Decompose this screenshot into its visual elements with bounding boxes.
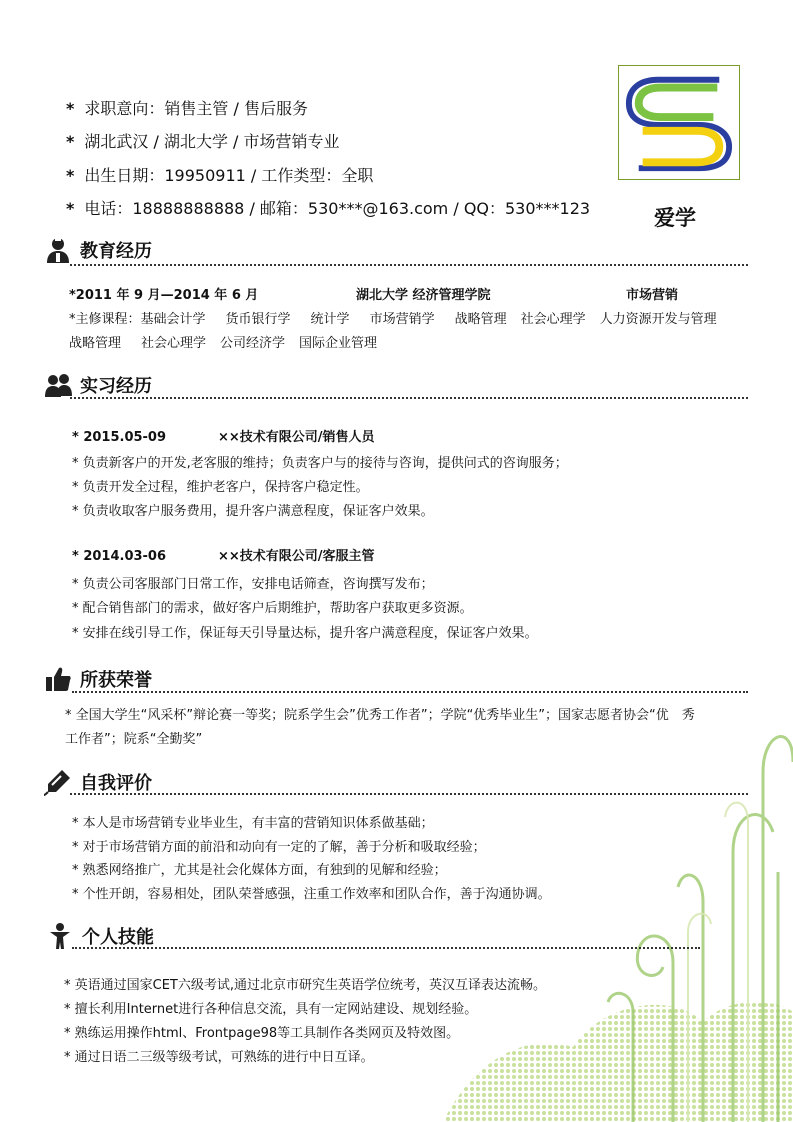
job-intent-line: * 求职意向：销售主管 / 售后服务 [66,99,308,118]
self-section-title: 自我评价 [44,768,152,796]
job1-item: * 负责新客户的开发,老客服的维持；负责客户与的接待与咨询，提供问式的咨询服务； [72,456,568,471]
job2-date: * 2014.03-06 [72,549,167,564]
profile-photo [618,65,740,180]
honors-divider [72,691,748,693]
courses-row-1: *主修课程：基础会计学 货币银行学 统计学 市场营销学 战略管理 社会心理学 人力资源开发与管理 [69,312,717,327]
skills-item: * 擅长利用Internet进行各种信息交流，具有一定网站建设、规划经验。 [64,1002,478,1017]
job2-company: ××技术有限公司/客服主管 [218,549,375,564]
person-icon [44,236,72,264]
internship-section-title: 实习经历 [44,371,152,399]
job1-date: * 2015.05-09 [72,430,167,445]
self-item: * 熟悉网络推广，尤其是社会化媒体方面，有独到的见解和经验； [72,863,447,878]
job1-company: ××技术有限公司/销售人员 [218,430,375,445]
honors-line-2: 工作者”；院系“全勤奖” [65,732,203,747]
skills-item: * 通过日语二三级等级考试，可熟练的进行中日互译。 [64,1050,374,1065]
job1-item: * 负责收取客户服务费用，提升客户满意程度，保证客户效果。 [72,504,434,519]
pen-icon [44,768,72,796]
honors-line-1: * 全国大学生“风采杯”辩论赛一等奖；院系学生会”优秀工作者”；学院“优秀毕业生”；国家志愿者协会“优 秀 [65,708,695,723]
thumbs-up-icon [44,665,72,693]
books-logo-icon [619,66,739,179]
skills-item: * 英语通过国家CET六级考试,通过北京市研究生英语学位统考，英汉互译表达流畅。 [64,978,546,993]
job2-item: * 安排在线引导工作，保证每天引导量达标，提升客户满意程度，保证客户效果。 [72,626,538,641]
job2-item: * 负责公司客服部门日常工作，安排电话筛查，咨询撰写发布； [72,577,434,592]
self-item: * 本人是市场营销专业毕业生，有丰富的营销知识体系做基础； [72,816,434,831]
location-line: * 湖北武汉 / 湖北大学 / 市场营销专业 [66,132,340,151]
education-section-title: 教育经历 [44,236,152,264]
contact-line: * 电话：18888888888 / 邮箱：530***@163.com / QQ：530***123 [66,199,591,218]
job2-item: * 配合销售部门的需求，做好客户后期维护，帮助客户获取更多资源。 [72,601,473,616]
self-divider [70,793,748,795]
figure-icon [46,922,74,950]
people-icon [44,371,72,399]
decorative-background [433,702,793,1122]
education-school: 湖北大学 经济管理学院 [356,288,491,303]
job1-item: * 负责开发全过程，维护老客户，保持客户稳定性。 [72,480,369,495]
internship-divider [70,397,748,399]
courses-row-2: 战略管理 社会心理学 公司经济学 国际企业管理 [69,336,378,351]
honors-section-title: 所获荣誉 [44,665,152,693]
education-divider [70,264,748,266]
self-item: * 对于市场营销方面的前沿和动向有一定的了解，善于分析和吸取经验； [72,840,486,855]
courses-label: *主修课程： [69,312,141,327]
skills-item: * 熟练运用操作html、Frontpage98等工具制作各类网页及特效图。 [64,1026,460,1041]
education-period: *2011 年 9 月—2014 年 6 月 [69,288,259,303]
education-major: 市场营销 [626,288,679,303]
birth-line: * 出生日期：19950911 / 工作类型：全职 [66,166,374,185]
skills-section-title: 个人技能 [46,922,154,950]
person-name: 爱学 [654,206,696,230]
self-item: * 个性开朗，容易相处，团队荣誉感强，注重工作效率和团队合作，善于沟通协调。 [72,887,551,902]
skills-divider [72,947,700,949]
